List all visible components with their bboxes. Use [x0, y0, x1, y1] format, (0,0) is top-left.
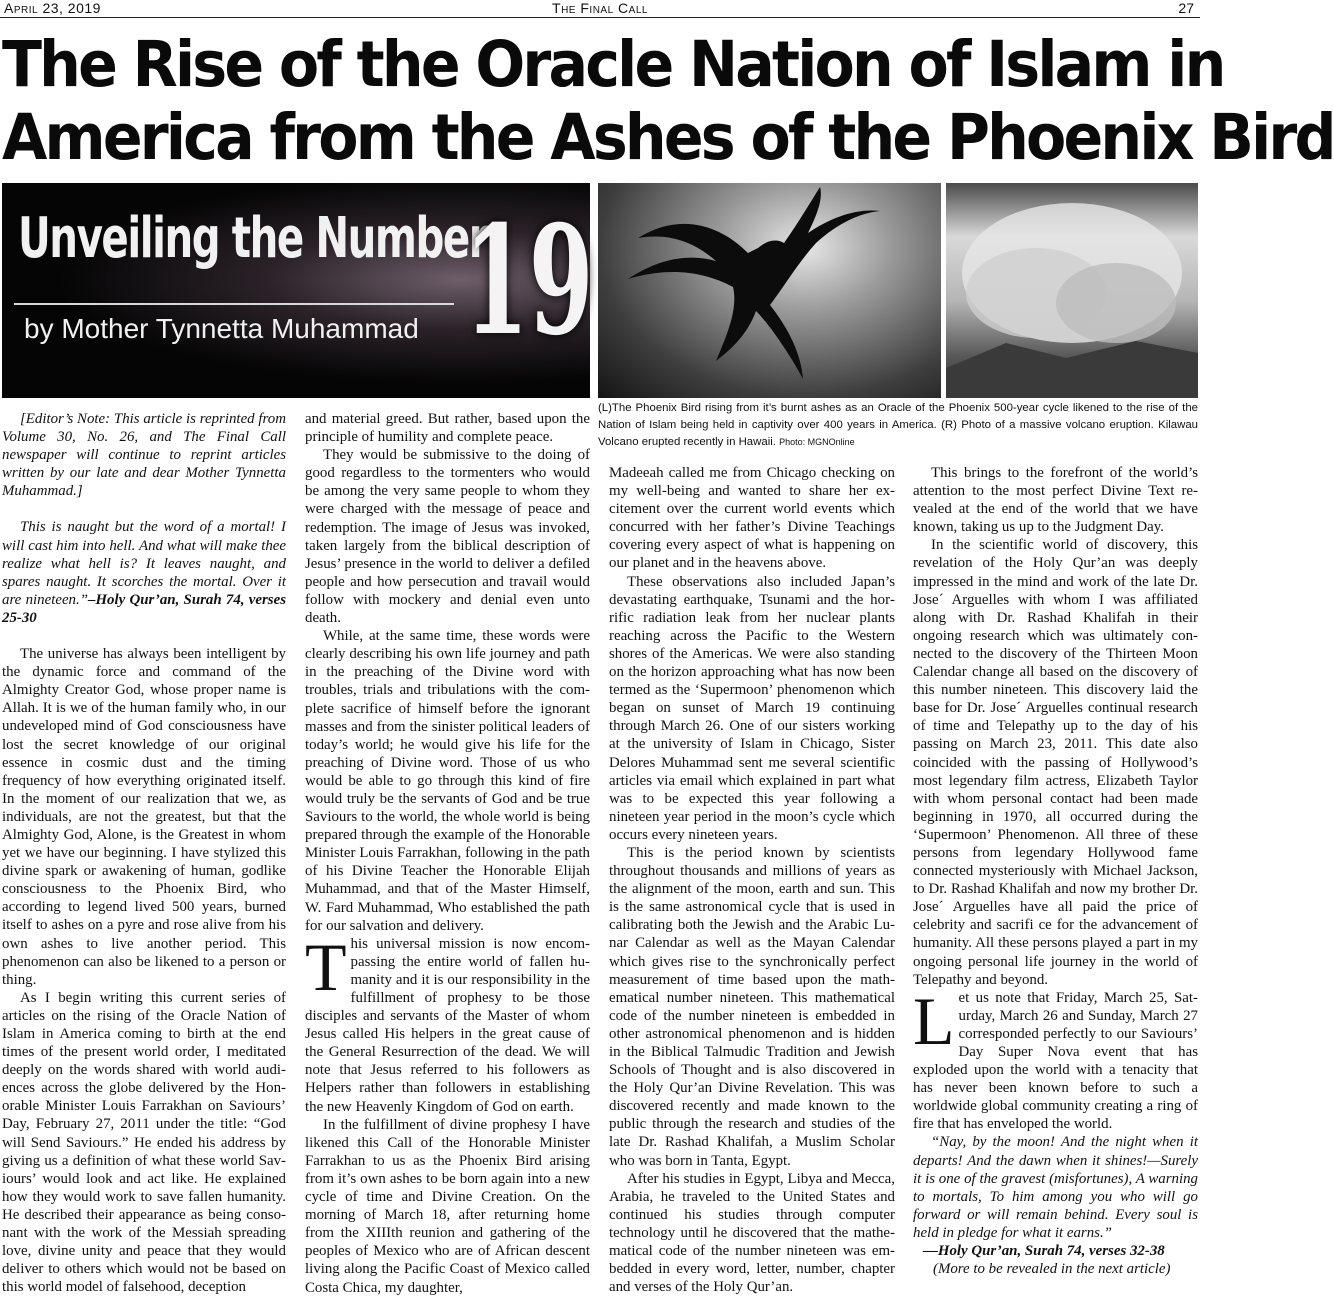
paragraph: They would be submissive to the doing of good regardless to the tormenters who would be among the very same people to whom they were charged with the message of peace and redemption. The image of Jesus was invoked, taken largely from the biblical description of Jesus’ presence in the world to deliver a defiled people and how persecution and travail would follow with mockery and denial even unto death.	[305, 447, 590, 627]
caption-text: (L)The Phoenix Bird rising from it’s burnt ashes as an Oracle of the Phoenix 500-year cycle likened to the rise of the Nation of Islam being held in captivity over 400 years in America. (R) Photo of a massive volcano eruption. Kilawau Volcano erupted recently in Hawaii.	[598, 402, 1198, 448]
paragraph: In the scientific world of discovery, this revelation of the Holy Qur’an was deeply impressed in the mind and work of the late Dr. Jose´ Arguelles with whom I was affiliated along with Dr. Rashad Khalifah in their ongoing research which was ultimately connected to the discovery of the Thirteen Moon Calendar change all based on the discovery of this number nineteen. This discovery laid the base for Dr. Jose´ Arguelles continual research of time and Telepathy up to the day of his passing on March 23, 2011. This date also coincided with the passing of Hollywood’s most legendary film actress, Elizabeth Taylor with whom personal contact had been made beginning in 1970, all occurred during the ‘Supermoon’ Phenomenon. All three of these persons from legendary Hollywood fame connected mysteriously with Michael Jackson, to Dr. Rashad Khalifah and now my brother Dr. Jose´ Arguelles have all paid the price of celebrity and sacrifi ce for the advancement of humanity. All these persons played a part in my ongoing personal life journey in the world of Telepathy and beyond.	[913, 537, 1198, 988]
paragraph: Madeeah called me from Chicago checking on my well-being and wanted to share her excitement over the current world events which concurred with her father’s Divine Teachings covering every aspect of what is happening on our planet and in the heavens above.	[609, 465, 895, 572]
editors-note: [Editor’s Note: This article is reprinted from Volume 30, No. 26, and The Final Call newspaper will continue to reprint articles written by our late and dear Mother Tynnetta Muhammad.]	[2, 411, 286, 500]
headline-line-2: America from the Ashes of the Phoenix Bird	[2, 101, 1334, 174]
volcano-plume	[946, 183, 1198, 398]
banner-number: 19	[464, 193, 594, 369]
article-column-2	[305, 410, 590, 1297]
paragraph: These observations also included Japan’s devastating earthquake, Tsunami and the horrific radiation leak from her nuclear plants reaching across the Pacific to the Western shores of the Americas. We were also standing on the horizon approaching what has now been termed as the ‘Supermoon’ phenomenon which began on sunset of March 19 continuing through March 26. One of our sisters working at the university of Islam in Chicago, Sister Delores Muhammad sent me several scientific articles via email which explained in part what was to be expected this year following a nineteen year period in the moon’s cycle which occurs every nineteen years.	[609, 573, 895, 843]
paragraph: While, at the same time, these words were clearly describing his own life journey and path in the preaching of the Divine word with troubles, trials and tribulations with the complete sacrifice of himself before the ignorant masses and from the sinister political leaders of today’s world; he would give his life for the preaching of Divine word. Those of us who would be able to go through this kind of fire would truly be the servants of God and be true Saviours to the world, the whole world is being prepared through the example of the Honorable Minister Louis Farrakhan, following in the path of his Divine Teacher the Honorable Elijah Muhammad, and that of the Master Himself, W. Fard Muhammad, Who established the path for our salvation and delivery.	[305, 628, 590, 934]
photo-caption	[598, 400, 1198, 451]
banner-byline: by Mother Tynnetta Muhammad	[24, 313, 419, 344]
phoenix-silhouette	[598, 183, 941, 398]
epigraph-text: This is naught but the word of a mortal! I will cast him into hell. And what will make thee realize what hell is? It leaves naught, and spares naught. It scorches the mortal. Over it are nineteen.”	[2, 519, 286, 608]
folio-bar	[0, 0, 1200, 18]
volcano-eruption-photo	[946, 183, 1198, 398]
phoenix-bird-photo	[598, 183, 941, 398]
paragraph: The universe has always been intelligent by the dynamic force and command of the Almighty Creator God, whose proper name is Allah. It is we of the human family who, in our undeveloped mind of God consciousness have lost the secret knowledge of our original essence in cosmic dust and the timing frequency of how everything originated itself. In the moment of our realization that we, as individuals, are not the greatest, but that the Almighty God, Alone, is the Greatest in whom yet we have our beginning. I have stylized this divine spark or awakening of human, godlike consciousness to the Phoenix Bird, who according to legend lived 500 years, burned itself to ashes on a pyre and rose alive from his own ashes to live another period. This phenomenon can also be likened to a person or thing.	[2, 646, 286, 988]
headline	[2, 28, 1334, 174]
paragraph: In the fulfillment of divine prophesy I have likened this Call of the Honorable Minister Farrakhan to us as the Phoenix Bird arising from it’s own ashes to be born again into a new cycle of time and Divine Creation. On the morning of March 18, after returning home from the XIIIth reunion and gathering of the peoples of Mexico who are of African descent living along the Pacific Coast of Mexico called Costa Chica, my daughter,	[305, 1116, 590, 1296]
paragraph: After his studies in Egypt, Libya and Mecca, Arabia, he traveled to the United States and continued his studies through computer technology until he discovered that the mathematical code of the number nineteen was embedded in every word, letter, number, chapter and verses of the Holy Qur’an.	[609, 1170, 895, 1296]
epigraph	[2, 518, 286, 627]
article-column-1	[2, 410, 286, 1296]
banner-rule	[14, 303, 454, 305]
closing-citation: —Holy Qur’an, Surah 74, verses 32-38	[923, 1243, 1165, 1260]
paragraph-text: his universal mission is now encompassing the entire world of fallen humanity and it is our responsibility in the fulfillment of prophesy to be those disciples and servants of the Master of whom Jesus called His helpers in the great cause of the General Resurrection of the dead. We will note that Jesus referred to his followers as Helpers rather than followers in establishing the new Heavenly Kingdom of God on earth.	[305, 935, 590, 1115]
paper-name: The Final Call	[552, 0, 648, 16]
closing-quote: “Nay, by the moon! And the night when it departs! And the dawn when it shines!—Surely it is one of the gravest (misfortunes), A warning to mortals, To him among you who will go forward or will remain behind. Every soul is held in pledge for what it earns.”	[913, 1134, 1198, 1241]
article-column-3	[609, 464, 895, 1296]
continuation-note: (More to be revealed in the next article)	[933, 1261, 1171, 1278]
issue-date: April 23, 2019	[4, 0, 101, 16]
banner-title: Unveiling the Number	[18, 206, 488, 271]
headline-line-1: The Rise of the Oracle Nation of Islam in	[2, 28, 1224, 101]
drop-cap: L	[913, 982, 955, 1059]
drop-cap: T	[305, 928, 347, 1005]
paragraph: and material greed. But rather, based upon the principle of humility and complete peace.	[305, 411, 590, 446]
page-number: 27	[1178, 0, 1194, 16]
column-banner	[2, 183, 594, 398]
photo-group	[598, 183, 1198, 398]
paragraph: This is the period known by scientists throughout thousands and millions of years as the alignment of the moon, earth and sun. This is the same astronomical cycle that is used in calibrating both the Jewish and the Arabic Lunar Calendar as well as the Mayan Calendar which gives rise to the synchronically perfect measurement of time based upon the mathematical number nineteen. This mathematical code of the number nineteen is embedded in other astronomical phenomenon and is hidden in the Biblical Talmudic Tradition and Jewish Schools of Thought and is also discovered in the Holy Qur’an Divine Revelation. This was discovered recently and made known to the public through the research and studies of the late Dr. Rashad Khalifah, a Muslim Scholar who was born in Tanta, Egypt.	[609, 844, 895, 1169]
paragraph: This brings to the forefront of the world’s attention to the most perfect Divine Text revealed at the end of the world that we have known, taking us up to the Judgment Day.	[913, 465, 1198, 536]
photo-credit: Photo: MGNOnline	[779, 437, 855, 447]
article-column-4	[913, 464, 1198, 1278]
paragraph: As I begin writing this current series of articles on the rising of the Oracle Nation of Islam in America coming to birth at the end times of the present world order, I meditated deeply on the words shared with world audiences across the globe delivered by the Honorable Minister Louis Farrakhan on Saviours’ Day, February 27, 2011 under the title: “God will Send Saviours.” He ended his address by giving us a definition of what these world Saviours’ would look and act like. He explained how they would work to save fallen humanity. He described their appearance as being consonant with the work of the Messiah spreading love, divine unity and peace that they would deliver to others which would not be based on this world model of falsehood, deception	[2, 989, 286, 1296]
paragraph-dropcap	[913, 982, 1198, 1134]
paragraph-text: et us note that Friday, March 25, Saturday, March 26 and Sunday, March 27 corresponded perfectly to our Saviours’ Day Super Nova event that has exploded upon the world with a tenacity that has never been known before to such a worldwide global community creating a ring of fire that has enveloped the world.	[913, 989, 1198, 1133]
paragraph-dropcap	[305, 928, 590, 1116]
epigraph-citation: –Holy Qur’an, Surah 74, verses 25-30	[2, 591, 287, 626]
